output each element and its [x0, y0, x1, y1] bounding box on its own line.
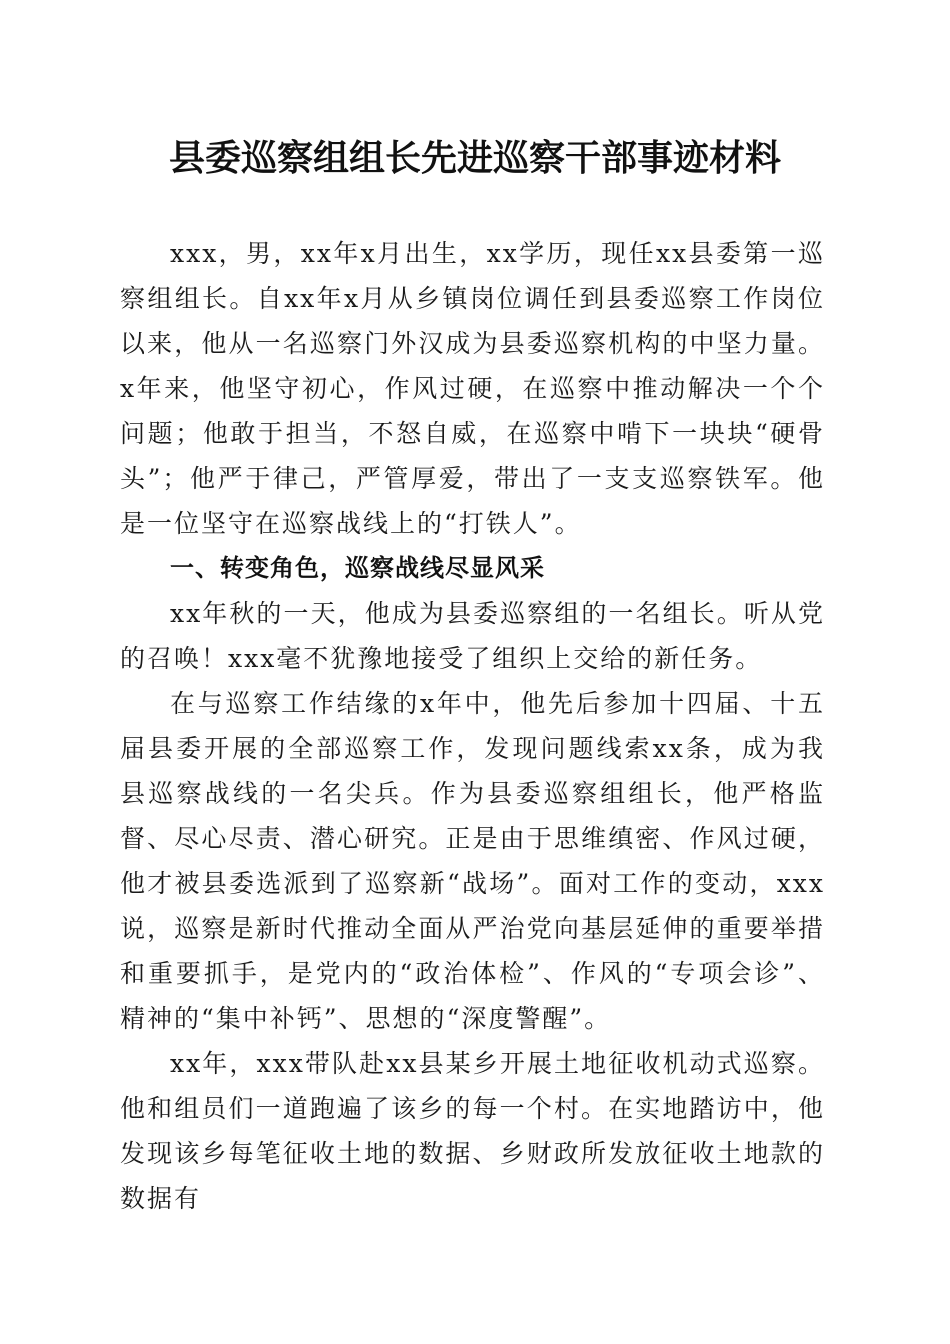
document-body [120, 231, 825, 1221]
intro-paragraph: xxx，男，xx年x月出生，xx学历，现任xx县委第一巡察组组长。自xx年x月从乡镇岗位调任到县委巡察工作岗位以来，他从一名巡察门外汉成为县委巡察机构的中坚力量。x年来，他坚守初心，作风过硬，在巡察中推动解决一个个问题；他敢于担当，不怒自威，在巡察中啃下一块块“硬骨头”；他严于律己，严管厚爱，带出了一支支巡察铁军。他是一位坚守在巡察战线上的“打铁人”。 [120, 239, 825, 538]
section-paragraph-2: 在与巡察工作结缘的x年中，他先后参加十四届、十五届县委开展的全部巡察工作，发现问题线索xx条，成为我县巡察战线的一名尖兵。作为县委巡察组组长，他严格监督、尽心尽责、潜心研究。正是由于思维缜密、作风过硬，他才被县委选派到了巡察新“战场”。面对工作的变动，xxx说，巡察是新时代推动全面从严治党向基层延伸的重要举措和重要抓手，是党内的“政治体检”、作风的“专项会诊”、精神的“集中补钙”、思想的“深度警醒”。 [120, 689, 825, 1033]
section-paragraph-3: xx年，xxx带队赴xx县某乡开展土地征收机动式巡察。他和组员们一道跑遍了该乡的每一个村。在实地踏访中，他发现该乡每笔征收土地的数据、乡财政所发放征收土地款的数据有 [120, 1049, 825, 1213]
section-heading: 一、转变角色，巡察战线尽显风采 [170, 554, 545, 582]
section-paragraph-1: xx年秋的一天，他成为县委巡察组的一名组长。听从党的召唤！xxx毫不犹豫地接受了组织上交给的新任务。 [120, 599, 825, 673]
document-title: 县委巡察组组长先进巡察干部事迹材料 [168, 137, 781, 179]
